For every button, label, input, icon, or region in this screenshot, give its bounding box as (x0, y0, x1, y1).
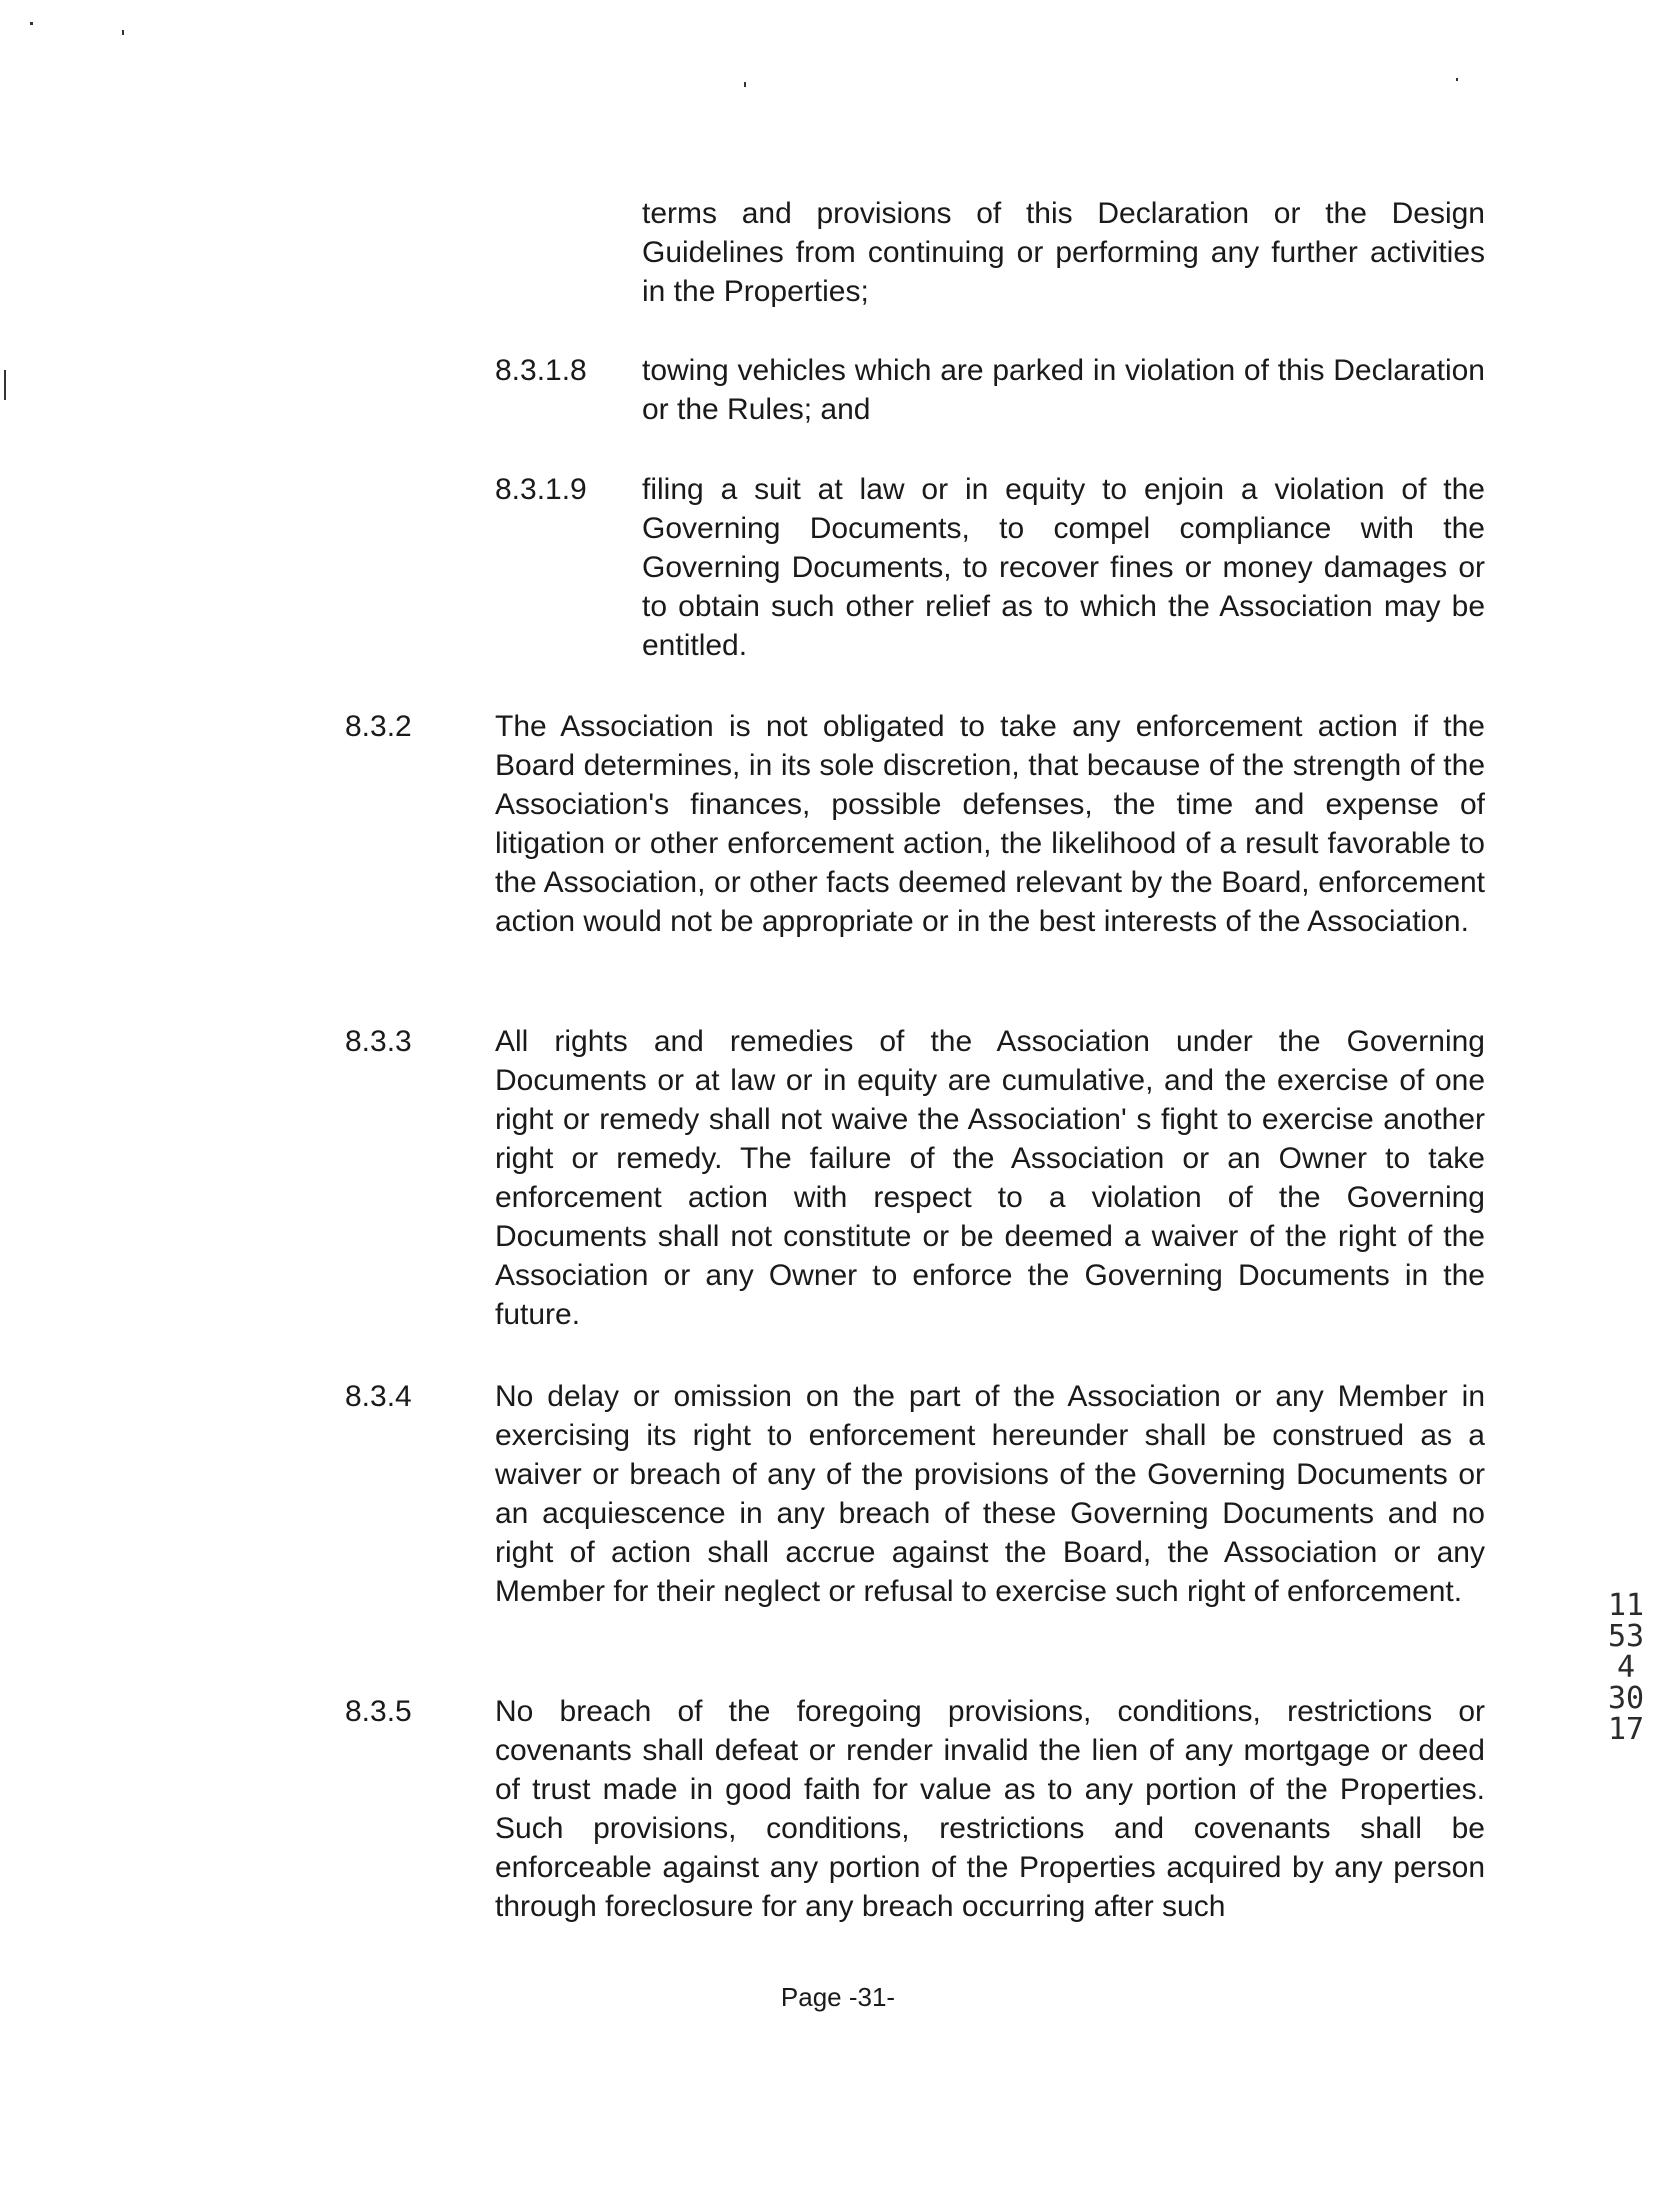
section-paragraph: No breach of the foregoing provisions, conditions, restrictions or covenants shall defeat or render invalid the lien of any mortgage or deed of trust made in good faith for value as to any portion of the Properties. Such provisions, conditions, restrictions and covenants shall be enforceable against any portion of the Properties acquired by any person through foreclosure for any breach occurring after such (495, 1695, 1485, 1923)
section-number: 8.3.2 (345, 710, 412, 743)
subsection-paragraph: filing a suit at law or in equity to enjoin a violation of the Governing Documents, to compel compliance with the Governing Documents, to recover fines or money damages or to obtain such other relief as to which the Association may be entitled. (642, 473, 1485, 662)
scan-speck (30, 22, 33, 25)
recording-stamp: 11534 3017 (1607, 1588, 1645, 1747)
subsection-number: 8.3.1.9 (495, 473, 587, 506)
section-paragraph: No delay or omission on the part of the Association or any Member in exercising its right to enforcement hereunder shall be construed as a waiver or breach of any of the provisions of the Governing Documents or an acquiescence in any breach of these Governing Documents and no right of action shall accrue against the Board, the Association or any Member for their neglect or refusal to exercise such right of enforcement. (495, 1380, 1485, 1608)
scan-speck (122, 30, 124, 35)
section-number: 8.3.3 (345, 1025, 412, 1058)
scan-speck (744, 82, 746, 87)
continuation-paragraph: terms and provisions of this Declaration or the Design Guidelines from continuing or performing any further activities in the Properties; (642, 197, 1485, 308)
subsection-number: 8.3.1.8 (495, 354, 587, 387)
section-paragraph: The Association is not obligated to take any enforcement action if the Board determines, in its sole discretion, that because of the strength of the Association's finances, possible defenses, the time and expense of litigation or other enforcement action, the likelihood of a result favorable to the Association, or other facts deemed relevant by the Board, enforcement action would not be appropriate or in the best interests of the Association. (495, 710, 1485, 938)
subsection-paragraph: towing vehicles which are parked in violation of this Declaration or the Rules; and (642, 354, 1485, 426)
section-number: 8.3.5 (345, 1695, 412, 1728)
scan-speck (1456, 78, 1458, 81)
scan-speck (4, 370, 6, 400)
section-paragraph: All rights and remedies of the Association under the Governing Documents or at law or in equity are cumulative, and the exercise of one right or remedy shall not waive the Association' s fight to exercise another right or remedy. The failure of the Association or an Owner to take enforcement action with respect to a violation of the Governing Documents shall not constitute or be deemed a waiver of the right of the Association or any Owner to enforce the Governing Documents in the future. (495, 1025, 1485, 1331)
section-number: 8.3.4 (345, 1380, 412, 1413)
page-number: Page -31- (780, 1982, 896, 2012)
